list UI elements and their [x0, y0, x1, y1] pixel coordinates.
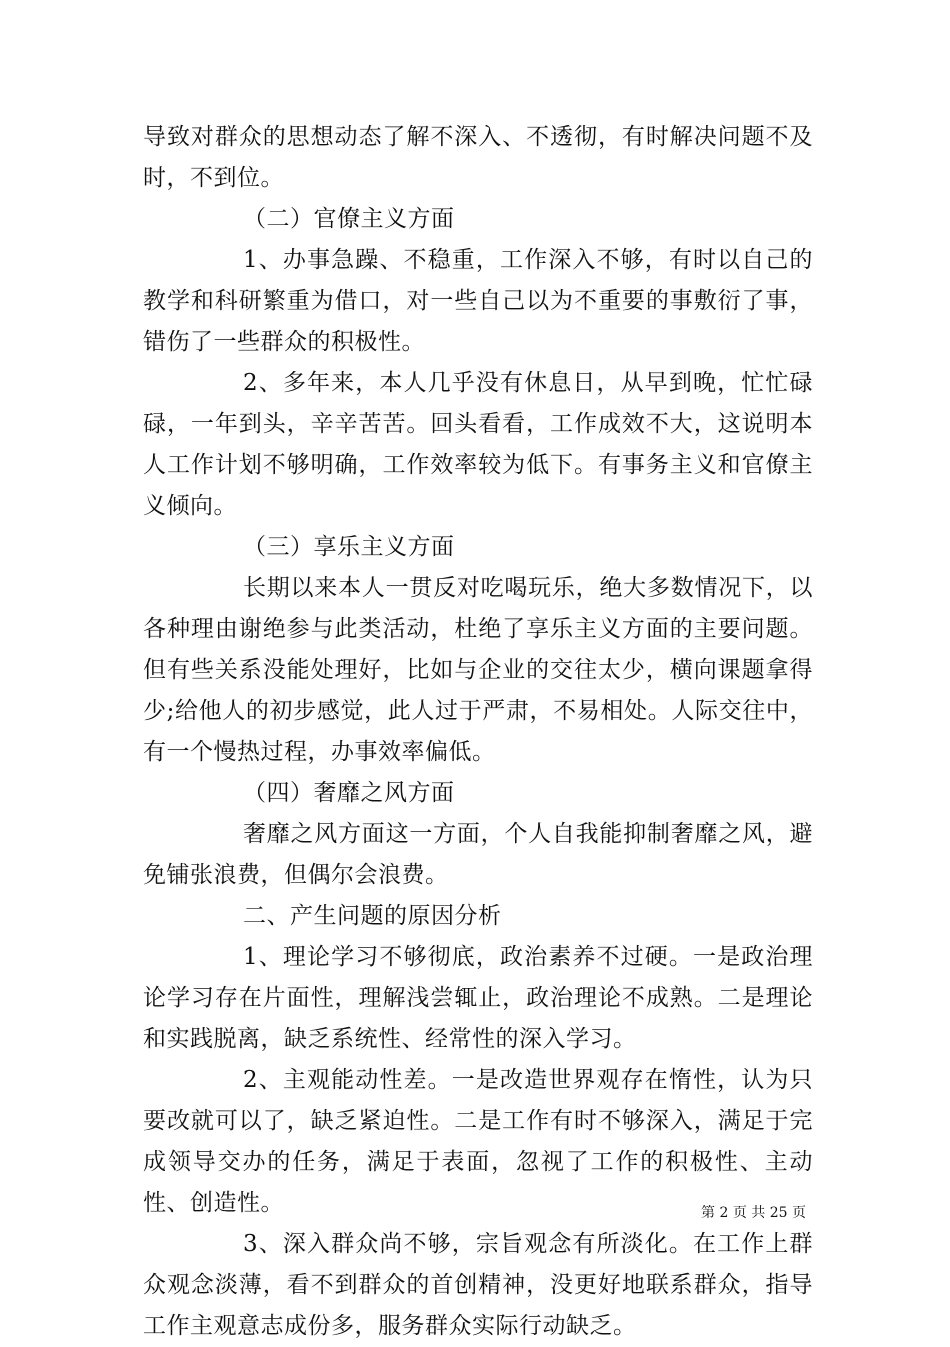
- section-heading-extravagance: （四）奢靡之风方面: [243, 780, 455, 806]
- page-number-footer: 第 2 页 共 25 页: [701, 1205, 806, 1221]
- section-heading-bureaucratism: （二）官僚主义方面: [243, 206, 455, 232]
- paragraph-bureaucratism-1: 1、办事急躁、不稳重，工作深入不够，有时以自己的教学和科研繁重为借口，对一些自己以为不重要的事敷衍了事，错伤了一些群众的积极性。: [143, 247, 813, 355]
- paragraph-bureaucratism-2: 2、多年来，本人几乎没有休息日，从早到晚，忙忙碌碌，一年到头，辛辛苦苦。回头看看，工作成效不大，这说明本人工作计划不够明确，工作效率较为低下。有事务主义和官僚主义倾向。: [143, 370, 813, 519]
- section-heading-hedonism: （三）享乐主义方面: [243, 534, 455, 560]
- document-body: [143, 117, 813, 1347]
- paragraph-cause-3: 3、深入群众尚不够，宗旨观念有所淡化。在工作上群众观念淡薄，看不到群众的首创精神，没更好地联系群众，指导工作主观意志成份多，服务群众实际行动缺乏。: [143, 1231, 813, 1339]
- paragraph-extravagance: 奢靡之风方面这一方面，个人自我能抑制奢靡之风，避免铺张浪费，但偶尔会浪费。: [143, 821, 813, 888]
- paragraph-cause-1: 1、理论学习不够彻底，政治素养不过硬。一是政治理论学习存在片面性，理解浅尝辄止，政治理论不成熟。二是理论和实践脱离，缺乏系统性、经常性的深入学习。: [143, 944, 813, 1052]
- paragraph-cause-2: 2、主观能动性差。一是改造世界观存在惰性，认为只要改就可以了，缺乏紧迫性。二是工作有时不够深入，满足于完成领导交办的任务，满足于表面，忽视了工作的积极性、主动性、创造性。: [143, 1067, 813, 1216]
- paragraph-hedonism: 长期以来本人一贯反对吃喝玩乐，绝大多数情况下，以各种理由谢绝参与此类活动，杜绝了享乐主义方面的主要问题。但有些关系没能处理好，比如与企业的交往太少，横向课题拿得少;给他人的初步感觉，此人过于严肃，不易相处。人际交往中，有一个慢热过程，办事效率偏低。: [143, 575, 813, 765]
- section-heading-cause-analysis: 二、产生问题的原因分析: [243, 903, 502, 929]
- paragraph-continuation: 导致对群众的思想动态了解不深入、不透彻，有时解决问题不及时，不到位。: [143, 124, 813, 191]
